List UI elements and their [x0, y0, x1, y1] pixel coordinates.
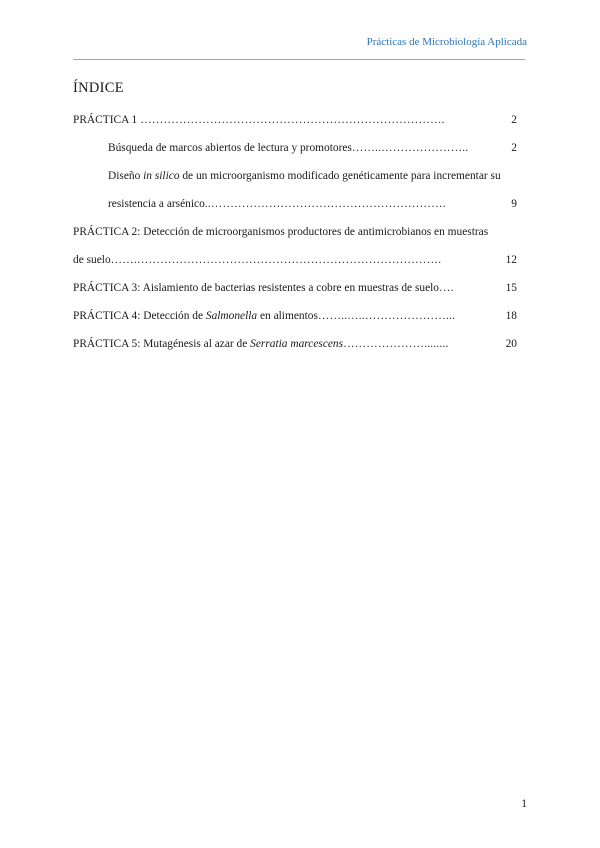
toc-entry-title-italic: in silico	[143, 170, 180, 182]
toc-entry-title: de suelo	[73, 254, 111, 266]
header-divider	[73, 59, 525, 60]
toc-entry-title: de un microorganismo modificado genéticamente para incrementar su	[179, 170, 501, 182]
toc-page-number: 2	[511, 142, 517, 154]
toc-leader-dots: ……..…………………..	[351, 142, 469, 154]
toc-entry-practica-4[interactable]	[73, 302, 525, 330]
toc-entry-practica-1[interactable]	[73, 106, 525, 134]
toc-entry-practica-5[interactable]	[73, 330, 525, 358]
toc-entry-practica-2[interactable]	[73, 218, 525, 246]
toc-entry-practica-3[interactable]	[73, 274, 525, 302]
toc-leader-dots: …………………........	[343, 338, 449, 350]
toc-entry-title-italic: Serratia marcescens	[250, 338, 344, 350]
toc-page-number: 9	[511, 198, 517, 210]
toc-entry-diseno-in-silico-cont[interactable]	[73, 190, 525, 218]
table-of-contents	[73, 106, 525, 358]
toc-entry-title: Diseño	[108, 170, 144, 182]
toc-heading: ÍNDICE	[73, 80, 124, 96]
toc-leader-dots: ..…………………………………………………….	[204, 198, 446, 210]
toc-leader-dots: …………………………………………………………………….	[137, 114, 445, 126]
toc-entry-title: PRÁCTICA 1	[73, 114, 138, 126]
toc-entry-title: PRÁCTICA 4: Detección de	[73, 310, 206, 322]
toc-entry-diseno-in-silico[interactable]	[73, 162, 525, 190]
toc-page-number: 12	[505, 254, 517, 266]
toc-entry-title: en alimentos	[257, 310, 318, 322]
toc-page-number: 2	[511, 114, 517, 126]
toc-page-number: 15	[505, 282, 517, 294]
toc-leader-dots: …….…………………………………………………………………….	[110, 254, 442, 266]
toc-entry-title-italic: Salmonella	[205, 310, 258, 322]
footer-page-number: 1	[521, 798, 527, 810]
running-header-title: Prácticas de Microbiología Aplicada	[366, 36, 527, 48]
toc-entry-title: resistencia a arsénico	[108, 198, 205, 210]
toc-leader-dots: ….	[439, 282, 454, 294]
toc-page-number: 20	[505, 338, 517, 350]
toc-entry-title: PRÁCTICA 5: Mutagénesis al azar de	[73, 338, 251, 350]
toc-entry-practica-2-cont[interactable]	[73, 246, 525, 274]
toc-entry-title: Búsqueda de marcos abiertos de lectura y promotores	[108, 142, 352, 154]
toc-entry-busqueda-marcos[interactable]	[73, 134, 525, 162]
toc-entry-title: PRÁCTICA 3: Aislamiento de bacterias resistentes a cobre en muestras de suelo	[73, 282, 439, 294]
toc-entry-title: PRÁCTICA 2: Detección de microorganismos productores de antimicrobianos en muestras	[73, 226, 489, 238]
toc-leader-dots: ……..…..…………………...	[317, 310, 456, 322]
toc-page-number: 18	[505, 310, 517, 322]
